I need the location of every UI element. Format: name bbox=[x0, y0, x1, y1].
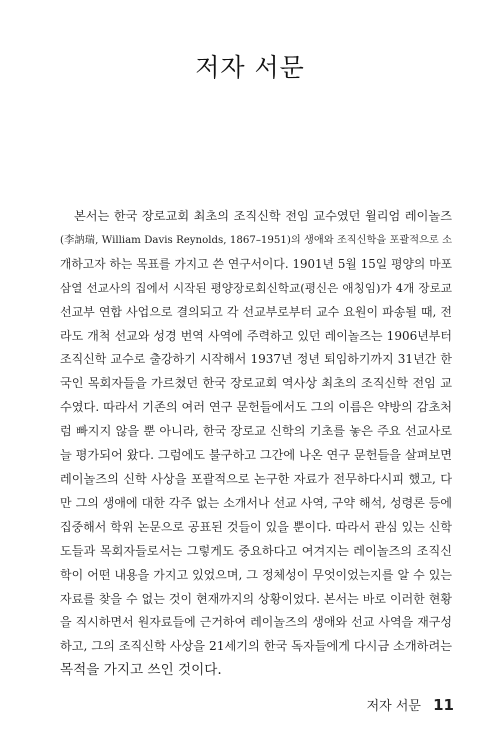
page-footer bbox=[367, 695, 454, 714]
paragraph-line: 집중해서 학위 논문으로 공표된 것들이 있을 뿐이다. 따라서 관심 있는 신학 bbox=[60, 519, 452, 534]
paragraph-line: 만 그의 생애에 대한 각주 없는 소개서나 선교 사역, 구약 해석, 성령론 등에 bbox=[60, 495, 452, 510]
paragraph-line: 학이 어떤 내용을 가지고 있었으며, 그 정체성이 무엇이었는지를 알 수 있는 bbox=[60, 567, 452, 582]
paragraph-line: 수였다. 따라서 기존의 여러 연구 문헌들에서도 그의 이름은 약방의 감초처 bbox=[60, 400, 452, 415]
paragraph-line: 목적을 가지고 쓰인 것이다. bbox=[60, 662, 222, 679]
paragraph-line: 조직신학 교수로 출강하기 시작해서 1937년 정년 퇴임하기까지 31년간 한 bbox=[60, 352, 452, 367]
paragraph-line: 삼열 선교사의 집에서 시작된 평양장로회신학교(평신은 애칭임)가 4개 장로교 bbox=[60, 280, 452, 295]
paragraph-line: 개하고자 하는 목표를 가지고 쓴 연구서이다. 1901년 5월 15일 평양의 마포 bbox=[60, 256, 452, 271]
paragraph-line: 럼 빠지지 않을 뿐 아니라, 한국 장로교 신학의 기초를 놓은 주요 선교사로 bbox=[60, 424, 452, 439]
paragraph-line: 도들과 목회자들로서는 그렇게도 중요하다고 여겨지는 레이놀즈의 조직신 bbox=[60, 543, 452, 558]
paragraph-line: 선교부 연합 사업으로 결의되고 각 선교부로부터 교수 요원이 파송될 때, 전 bbox=[60, 304, 452, 319]
paragraph-line: 국인 목회자들을 가르쳤던 한국 장로교회 역사상 최초의 조직신학 전임 교 bbox=[60, 376, 452, 391]
paragraph-line: 레이놀즈의 신학 사상을 포괄적으로 논구한 자료가 전무하다시피 했고, 다 bbox=[60, 471, 452, 486]
paragraph-line: 늘 평가되어 왔다. 그럼에도 불구하고 그간에 나온 연구 문헌들을 살펴보면 bbox=[60, 448, 452, 463]
paragraph-line: 자료를 찾을 수 없는 것이 현재까지의 상황이었다. 본서는 바로 이러한 현황 bbox=[60, 591, 452, 606]
running-title: 저자 서문 bbox=[366, 699, 421, 714]
page-title: 저자 서문 bbox=[195, 53, 305, 82]
paragraph-line: (李訥瑞, William Davis Reynolds, 1867–1951)의 생애와 조직신학을 포괄적으로 소 bbox=[60, 234, 452, 246]
paragraph-line: 라도 개척 선교와 성경 번역 사역에 주력하고 있던 레이놀즈는 1906년부터 bbox=[60, 328, 452, 343]
paragraph-line: 하고, 그의 조직신학 사상을 21세기의 한국 독자들에게 다시금 소개하려는 bbox=[60, 639, 452, 654]
page-number: 11 bbox=[433, 696, 454, 714]
paragraph-line: 본서는 한국 장로교회 최초의 조직신학 전임 교수였던 윌리엄 레이놀즈 bbox=[74, 209, 452, 223]
preface-paragraph bbox=[60, 205, 452, 683]
paragraph-line: 을 직시하면서 원자료들에 근거하여 레이놀즈의 생애와 선교 사역을 재구성 bbox=[60, 615, 452, 630]
